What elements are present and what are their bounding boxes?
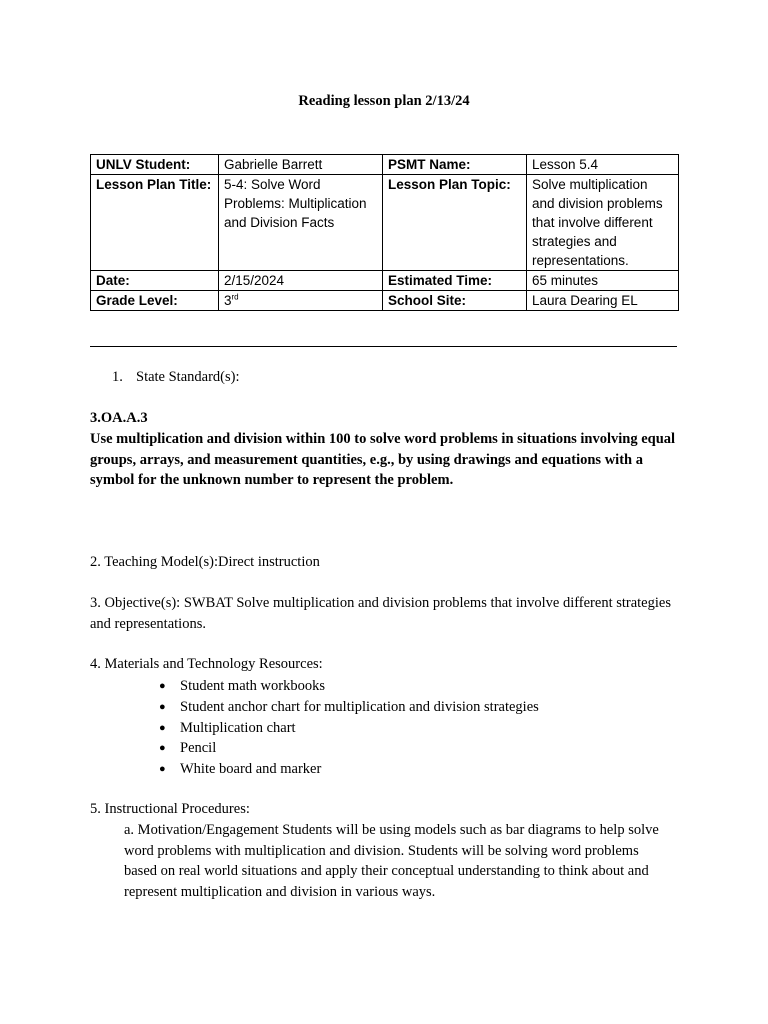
section1-number: 1. [112, 369, 123, 385]
procedure-a: a. Motivation/Engagement Students will be using models such as bar diagrams to help solve word problems with multiplication and division. Students will be solving word problems based on real world situations and apply their conceptual understanding to think about and represent multiplication and division in various ways. [124, 822, 659, 900]
lesson-title-value: 5-4: Solve Word Problems: Multiplication and Division Facts [219, 175, 383, 271]
school-site-value: Laura Dearing EL [527, 291, 679, 311]
grade-level-value: 3 [224, 293, 232, 308]
unlv-student-value: Gabrielle Barrett [219, 155, 383, 175]
standard-text: Use multiplication and division within 100 to solve word problems in situations involving equal groups, arrays, and measurement quantities, e.g., by using drawings and equations with a symbol for the unknown number to represent the problem. [90, 431, 676, 488]
list-item: ● Student anchor chart for multiplication and division strategies [159, 697, 679, 718]
lesson-topic-value: Solve multiplication and division problems that involve different strategies and representations. [527, 175, 679, 271]
date-label: Date: [91, 271, 219, 291]
horizontal-divider [90, 346, 677, 347]
table-row [91, 291, 679, 311]
document-title: Reading lesson plan 2/13/24 [298, 93, 470, 109]
grade-level-suffix: rd [231, 292, 239, 302]
grade-level-label: Grade Level: [91, 291, 219, 311]
materials-list [159, 676, 679, 780]
standard-code: 3.OA.A.3 [90, 410, 148, 426]
procedures-heading: 5. Instructional Procedures: [90, 801, 250, 817]
table-row [91, 175, 679, 271]
psmt-name-label: PSMT Name: [383, 155, 527, 175]
list-item: ● Pencil [159, 738, 679, 759]
psmt-name-value: Lesson 5.4 [527, 155, 679, 175]
table-row [91, 155, 679, 175]
school-site-label: School Site: [383, 291, 527, 311]
objectives: 3. Objective(s): SWBAT Solve multiplication and division problems that involve different strategies and representations. [90, 595, 671, 632]
grade-level-cell [219, 291, 383, 311]
materials-heading: 4. Materials and Technology Resources: [90, 656, 323, 672]
estimated-time-value: 65 minutes [527, 271, 679, 291]
lesson-info-table [90, 154, 679, 311]
list-item: ● Student math workbooks [159, 676, 679, 697]
lesson-title-label: Lesson Plan Title: [91, 175, 219, 271]
list-item: ● White board and marker [159, 759, 679, 780]
table-row [91, 271, 679, 291]
estimated-time-label: Estimated Time: [383, 271, 527, 291]
lesson-topic-label: Lesson Plan Topic: [383, 175, 527, 271]
date-value: 2/15/2024 [219, 271, 383, 291]
teaching-model: 2. Teaching Model(s):Direct instruction [90, 554, 320, 570]
unlv-student-label: UNLV Student: [91, 155, 219, 175]
list-item: ● Multiplication chart [159, 718, 679, 739]
section1-heading: State Standard(s): [136, 369, 240, 385]
